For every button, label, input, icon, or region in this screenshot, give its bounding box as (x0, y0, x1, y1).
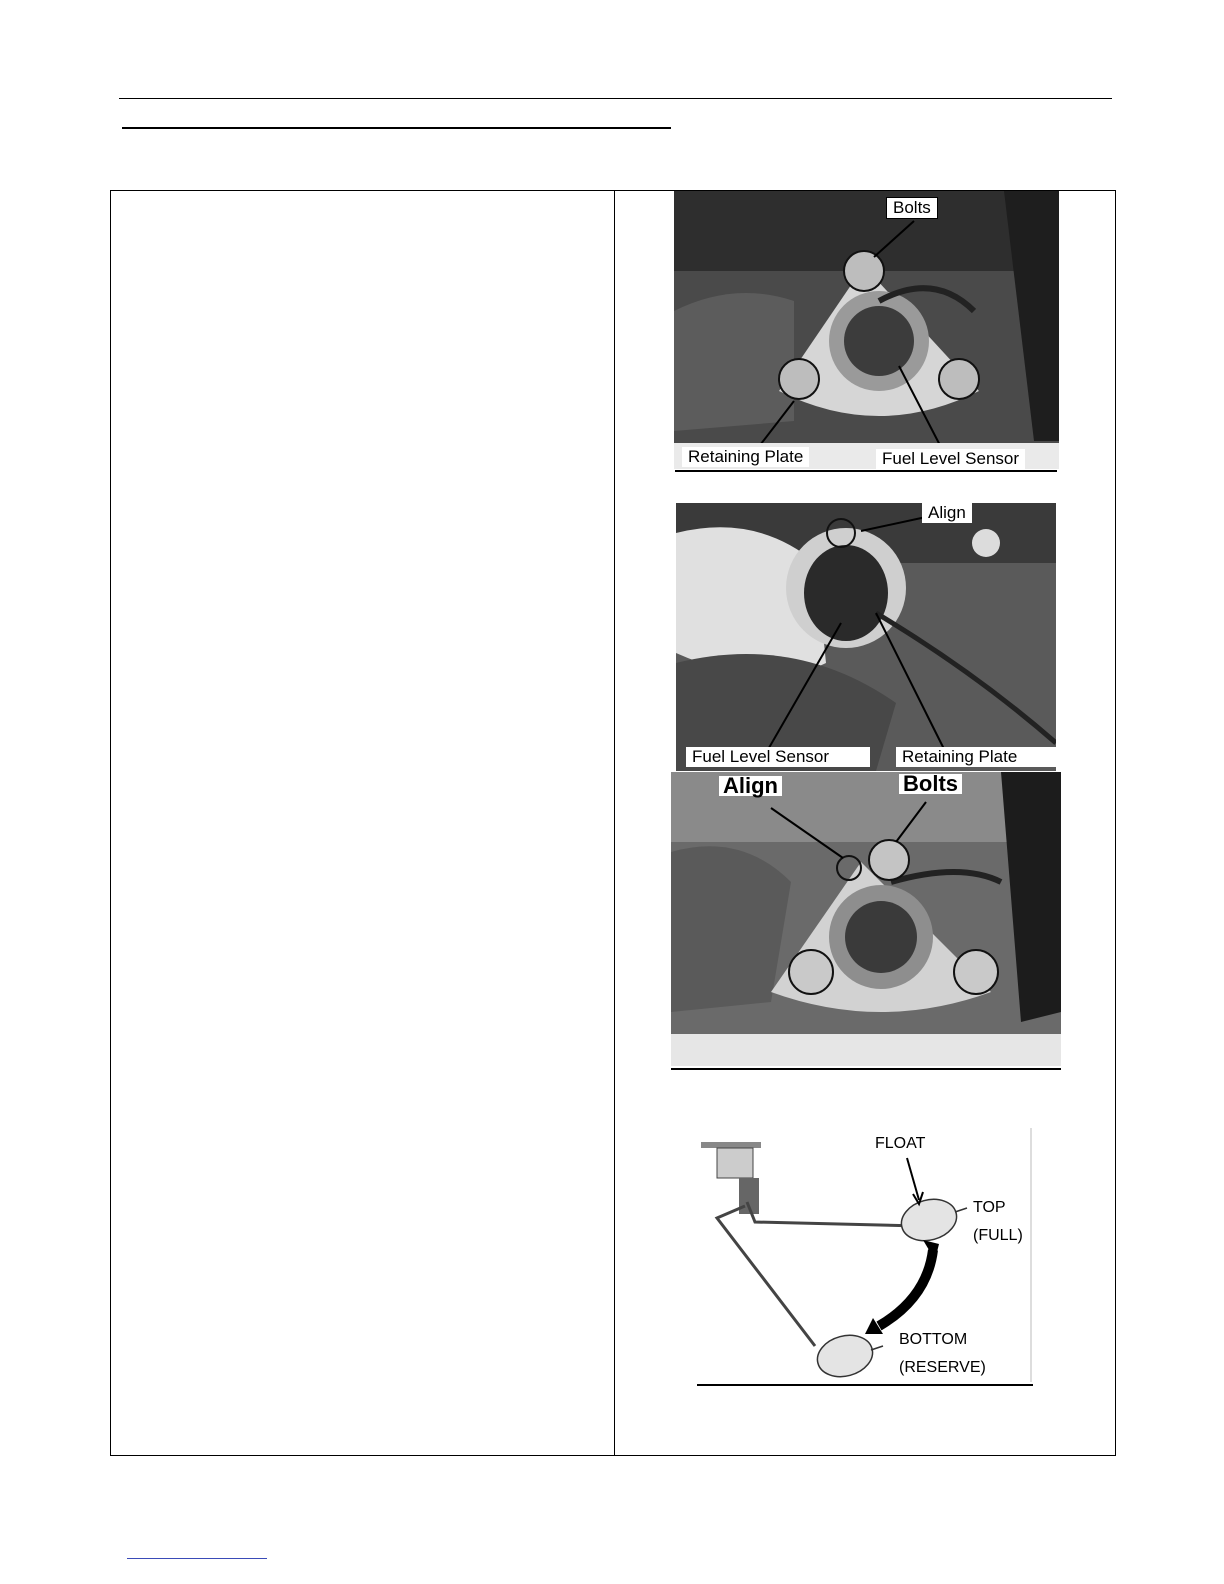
label-float: FLOAT (875, 1135, 926, 1152)
footer-link-underline[interactable] (127, 1558, 267, 1559)
photo-1 (674, 191, 1059, 469)
figure-float-diagram (697, 1128, 1035, 1388)
label-fuel-level-sensor-2: Fuel Level Sensor (686, 747, 870, 767)
figure-4-underline (697, 1384, 1033, 1386)
label-align-3: Align (719, 776, 782, 796)
figure-3-underline (671, 1068, 1061, 1070)
label-align: Align (922, 503, 972, 523)
float-diagram (697, 1128, 1035, 1388)
photo-2 (676, 503, 1056, 771)
figure-align-bolts (671, 772, 1061, 1066)
instructions-cell (111, 191, 614, 1455)
photo-3 (671, 772, 1061, 1066)
label-reserve: (RESERVE) (899, 1359, 986, 1376)
label-retaining-plate: Retaining Plate (682, 447, 809, 467)
label-bottom: BOTTOM (899, 1331, 968, 1348)
figure-retaining-plate-bolts (674, 191, 1059, 469)
figure-1-underline (675, 470, 1057, 472)
header-rule (119, 98, 1112, 99)
title-underline (122, 127, 671, 129)
label-bolts-3: Bolts (899, 774, 962, 794)
label-bolts: Bolts (886, 197, 938, 219)
label-fuel-level-sensor: Fuel Level Sensor (876, 449, 1025, 469)
label-full: (FULL) (973, 1227, 1023, 1244)
column-divider (614, 191, 615, 1455)
figure-align-sensor (676, 503, 1056, 771)
label-retaining-plate-2: Retaining Plate (896, 747, 1056, 767)
label-top: TOP (973, 1199, 1006, 1216)
